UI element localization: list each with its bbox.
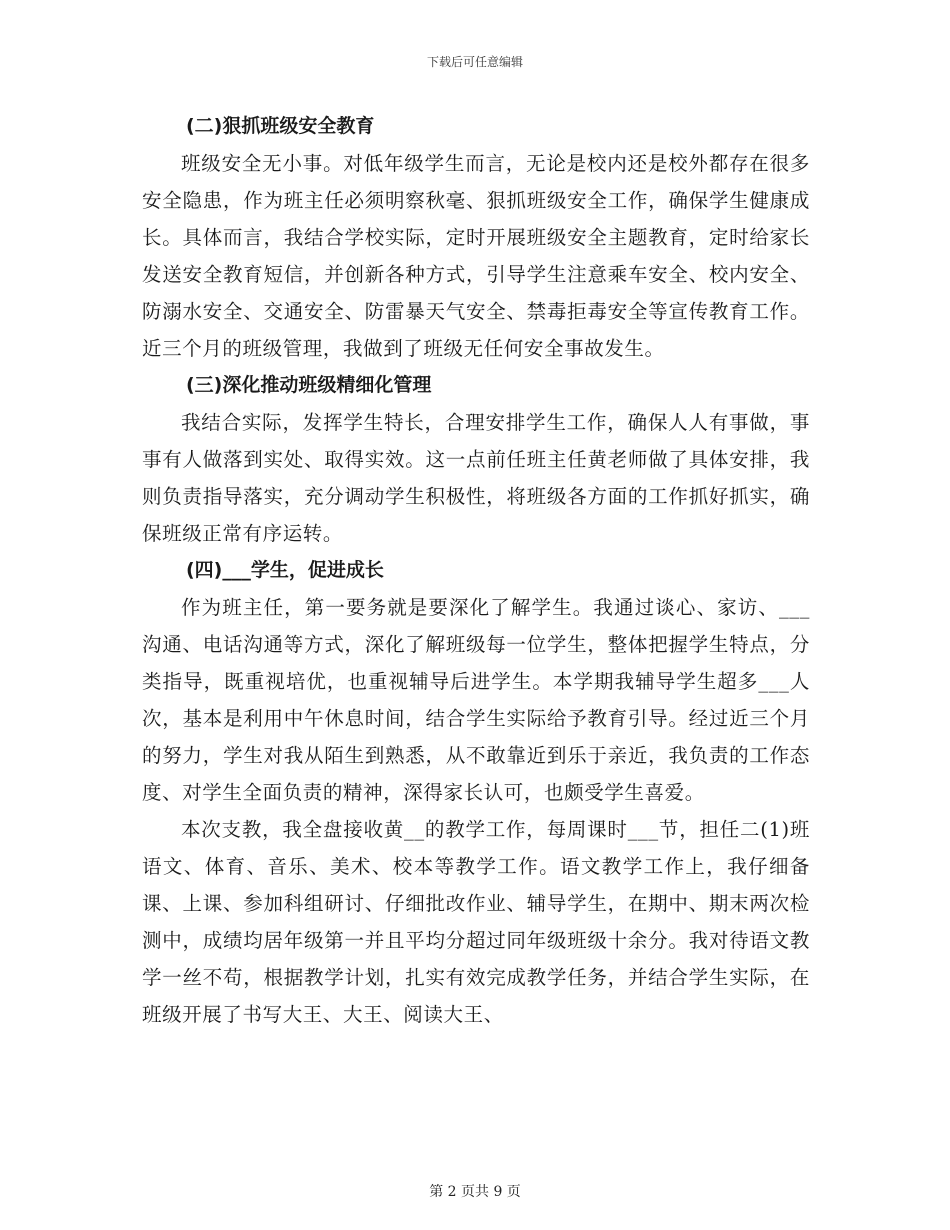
section-3-paragraph-1: 我结合实际，发挥学生特长，合理安排学生工作，确保人人有事做，事事有人做落到实处、取得实效。这一点前任班主任黄老师做了具体安排，我则负责指导落实，充分调动学生积极性，将班级各方面的工作抓好抓实，确保班级正常有序运转。: [142, 411, 810, 545]
section-heading-2: (二)狠抓班级安全教育: [186, 115, 375, 137]
section-heading-3: (三)深化推动班级精细化管理: [186, 374, 432, 396]
section-heading-4: (四)___学生，促进成长: [186, 559, 384, 581]
page-footer: 第 2 页共 9 页: [429, 1184, 521, 1200]
document-body: [142, 108, 810, 1033]
page-header: 下载后可任意编辑: [426, 55, 523, 69]
section-2-paragraph-1: 班级安全无小事。对低年级学生而言，无论是校内还是校外都存在很多安全隐患，作为班主任必须明察秋毫、狠抓班级安全工作，确保学生健康成长。具体而言，我结合学校实际，定时开展班级安全主题教育，定时给家长发送安全教育短信，并创新各种方式，引导学生注意乘车安全、校内安全、防溺水安全、交通安全、防雷暴天气安全、禁毒拒毒安全等宣传教育工作。近三个月的班级管理，我做到了班级无任何安全事故发生。: [142, 152, 810, 360]
section-4-paragraph-1: 作为班主任，第一要务就是要深化了解学生。我通过谈心、家访、___沟通、电话沟通等方式，深化了解班级每一位学生，整体把握学生特点，分类指导，既重视培优，也重视辅导后进学生。本学期我辅导学生超多___人次，基本是利用中午休息时间，结合学生实际给予教育引导。经过近三个月的努力，学生对我从陌生到熟悉，从不敢靠近到乐于亲近，我负责的工作态度、对学生全面负责的精神，深得家长认可，也颇受学生喜爱。: [142, 596, 810, 804]
section-4-paragraph-2: 本次支教，我全盘接收黄__的教学工作，每周课时___节，担任二(1)班语文、体育、音乐、美术、校本等教学工作。语文教学工作上，我仔细备课、上课、参加科组研讨、仔细批改作业、辅导学生，在期中、期末两次检测中，成绩均居年级第一并且平均分超过同年级班级十余分。我对待语文教学一丝不苟，根据教学计划，扎实有效完成教学任务，并结合学生实际，在班级开展了书写大王、大王、阅读大王、: [142, 818, 810, 1026]
